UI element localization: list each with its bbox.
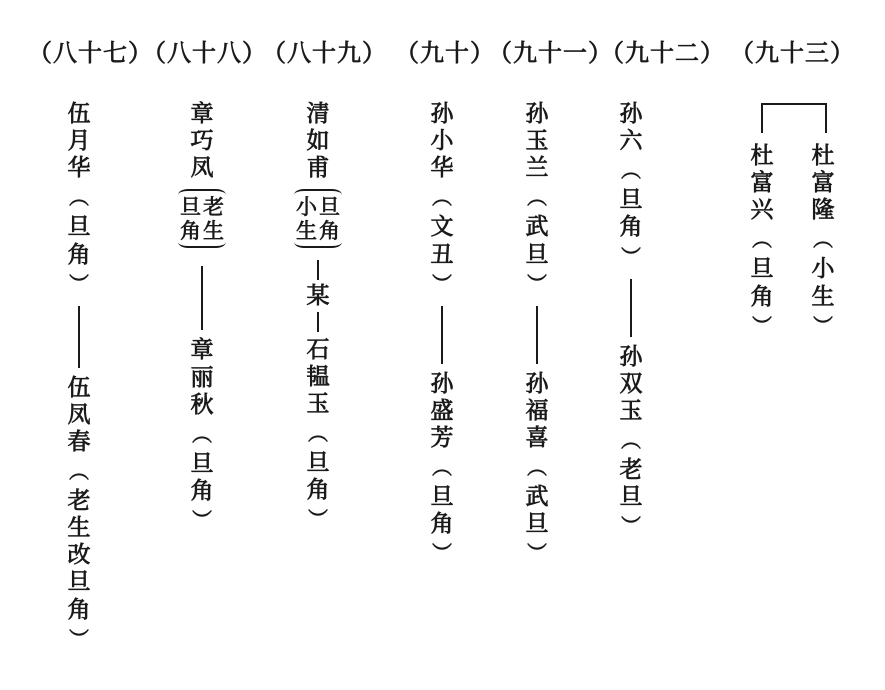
role-left bbox=[296, 195, 317, 242]
char: 旦 bbox=[619, 483, 643, 510]
paren-close: ︶ bbox=[69, 271, 89, 296]
char: 孙 bbox=[430, 369, 454, 397]
header-90: （九十） bbox=[395, 38, 495, 67]
char: 旦 bbox=[430, 483, 454, 510]
char: 旦 bbox=[67, 568, 91, 596]
char: 玉 bbox=[306, 389, 330, 417]
column-93-right bbox=[806, 142, 840, 342]
header-88: （八十八） bbox=[142, 38, 267, 67]
role-right bbox=[319, 195, 340, 242]
char: 旦 bbox=[67, 213, 91, 241]
char: 双 bbox=[619, 369, 643, 397]
char: 小 bbox=[430, 127, 454, 155]
header-89: （八十九） bbox=[262, 38, 387, 67]
char: 华 bbox=[67, 154, 91, 182]
column-92 bbox=[614, 100, 648, 542]
paren-open: ︵ bbox=[192, 421, 212, 446]
lineage-line bbox=[78, 306, 80, 368]
paren-open: ︵ bbox=[813, 227, 833, 252]
char: 杜 bbox=[750, 142, 774, 169]
role-annotation bbox=[294, 189, 342, 248]
paren-open: ︵ bbox=[527, 455, 547, 479]
paren-open: ︵ bbox=[621, 158, 641, 183]
char: 生 bbox=[203, 217, 224, 243]
char: 石 bbox=[306, 335, 330, 363]
char: 旦 bbox=[190, 449, 214, 477]
char: 丑 bbox=[430, 240, 454, 268]
char: 老 bbox=[67, 487, 91, 514]
char: 角 bbox=[750, 282, 774, 310]
char: 老 bbox=[203, 194, 224, 220]
char: 小 bbox=[811, 255, 835, 283]
char: 旦 bbox=[319, 194, 340, 220]
char: 角 bbox=[67, 240, 91, 268]
char: 文 bbox=[430, 213, 454, 241]
paren-open: ︵ bbox=[432, 455, 452, 479]
char: 老 bbox=[619, 455, 643, 483]
column-91 bbox=[520, 100, 554, 569]
paren-close: ︶ bbox=[621, 514, 641, 539]
char: 盛 bbox=[430, 396, 454, 424]
paren-close: ︶ bbox=[621, 244, 641, 269]
paren-close: ︶ bbox=[432, 541, 452, 566]
char: 清 bbox=[306, 100, 330, 127]
char: 角 bbox=[619, 213, 643, 241]
paren-close: ︶ bbox=[432, 271, 452, 296]
paren-close: ︶ bbox=[527, 541, 547, 566]
paren-close: ︶ bbox=[308, 507, 328, 532]
role-left bbox=[180, 195, 201, 242]
char: 小 bbox=[296, 194, 317, 220]
char: 芳 bbox=[430, 423, 454, 451]
char: 兴 bbox=[750, 196, 774, 224]
header-91: （九十一） bbox=[488, 38, 613, 67]
char: 某 bbox=[306, 282, 330, 310]
char: 春 bbox=[67, 427, 91, 455]
paren-open: ︵ bbox=[621, 427, 641, 452]
header-92: （九十二） bbox=[600, 38, 725, 67]
column-89 bbox=[292, 100, 344, 535]
char: 福 bbox=[525, 396, 549, 424]
char: 章 bbox=[190, 336, 214, 364]
char: 章 bbox=[190, 100, 214, 127]
char: 生 bbox=[67, 514, 91, 542]
char: 角 bbox=[430, 510, 454, 538]
column-87 bbox=[62, 100, 96, 655]
column-93-left bbox=[745, 142, 779, 342]
char: 华 bbox=[430, 154, 454, 182]
column-90 bbox=[425, 100, 459, 569]
char: 杜 bbox=[811, 142, 835, 169]
char: 角 bbox=[319, 217, 340, 243]
lineage-line bbox=[536, 306, 538, 364]
char: 旦 bbox=[525, 510, 549, 538]
char: 兰 bbox=[525, 154, 549, 182]
char: 秋 bbox=[190, 390, 214, 418]
paren-open: ︵ bbox=[432, 185, 452, 210]
paren-close: ︶ bbox=[69, 626, 89, 651]
char: 六 bbox=[619, 127, 643, 155]
lineage-line bbox=[317, 312, 319, 332]
paren-close: ︶ bbox=[192, 508, 212, 533]
column-88 bbox=[178, 100, 226, 536]
header-93: （九十三） bbox=[730, 38, 855, 67]
char: 生 bbox=[811, 282, 835, 310]
char: 孙 bbox=[525, 369, 549, 397]
char: 伍 bbox=[67, 373, 91, 401]
char: 韫 bbox=[306, 362, 330, 390]
lineage-line bbox=[201, 266, 203, 330]
char: 孙 bbox=[619, 100, 643, 127]
paren-open: ︵ bbox=[69, 459, 89, 483]
char: 角 bbox=[306, 476, 330, 504]
paren-close: ︶ bbox=[752, 313, 772, 338]
char: 改 bbox=[67, 541, 91, 569]
char: 玉 bbox=[525, 127, 549, 155]
char: 喜 bbox=[525, 423, 549, 451]
char: 丽 bbox=[190, 363, 214, 391]
char: 玉 bbox=[619, 396, 643, 424]
char: 月 bbox=[67, 127, 91, 155]
paren-open: ︵ bbox=[308, 420, 328, 445]
char: 隆 bbox=[811, 196, 835, 224]
char: 凤 bbox=[67, 400, 91, 428]
header-87: （八十七） bbox=[28, 38, 153, 67]
char: 旦 bbox=[525, 240, 549, 268]
lineage-line bbox=[317, 260, 319, 280]
char: 孙 bbox=[430, 100, 454, 127]
char: 武 bbox=[525, 213, 549, 241]
char: 富 bbox=[750, 169, 774, 197]
role-right bbox=[203, 195, 224, 242]
char: 旦 bbox=[180, 194, 201, 220]
char: 孙 bbox=[525, 100, 549, 127]
char: 旦 bbox=[619, 186, 643, 214]
char: 甫 bbox=[306, 154, 330, 182]
lineage-line bbox=[630, 279, 632, 337]
char: 孙 bbox=[619, 342, 643, 370]
paren-close: ︶ bbox=[813, 313, 833, 338]
paren-open: ︵ bbox=[752, 227, 772, 252]
char: 角 bbox=[180, 217, 201, 243]
char: 角 bbox=[67, 595, 91, 623]
char: 武 bbox=[525, 483, 549, 510]
char: 旦 bbox=[750, 255, 774, 283]
lineage-line bbox=[441, 306, 443, 364]
char: 伍 bbox=[67, 100, 91, 127]
sibling-bracket bbox=[761, 103, 827, 133]
char: 巧 bbox=[190, 127, 214, 155]
char: 角 bbox=[190, 476, 214, 504]
char: 生 bbox=[296, 217, 317, 243]
paren-open: ︵ bbox=[527, 185, 547, 210]
role-annotation bbox=[178, 189, 226, 248]
char: 凤 bbox=[190, 154, 214, 182]
char: 旦 bbox=[306, 448, 330, 476]
paren-close: ︶ bbox=[527, 271, 547, 296]
paren-open: ︵ bbox=[69, 185, 89, 210]
char: 如 bbox=[306, 127, 330, 155]
char: 富 bbox=[811, 169, 835, 197]
